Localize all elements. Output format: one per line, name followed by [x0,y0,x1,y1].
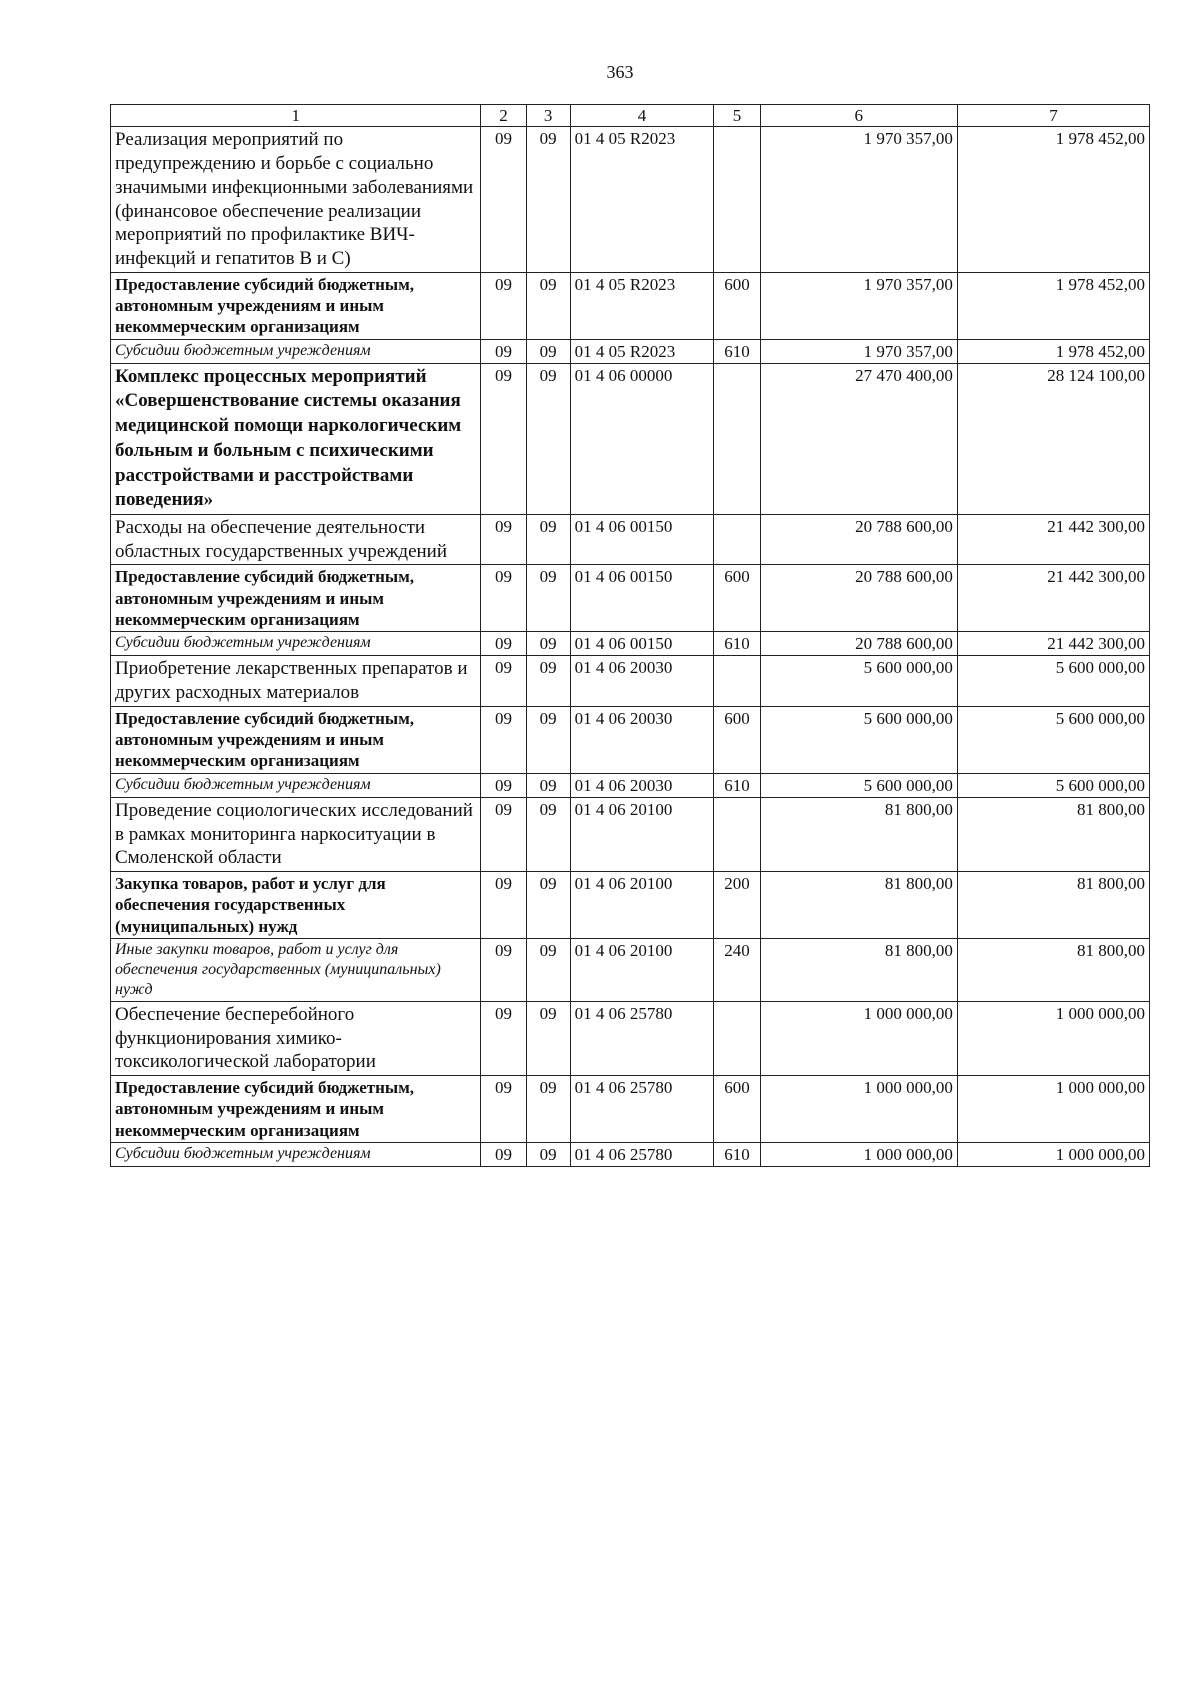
row-amount-year-1: 81 800,00 [760,938,957,1001]
row-amount-year-2: 1 000 000,00 [957,1001,1149,1075]
row-amount-year-1: 20 788 600,00 [760,632,957,656]
row-amount-year-1: 1 970 357,00 [760,272,957,339]
row-amount-year-2: 5 600 000,00 [957,773,1149,797]
row-amount-year-2: 5 600 000,00 [957,656,1149,707]
row-amount-year-1: 5 600 000,00 [760,773,957,797]
row-name: Субсидии бюджетным учреждениям [111,339,481,363]
row-subsection: 09 [526,1142,570,1166]
row-expense-type: 600 [714,272,760,339]
row-expense-type [714,514,760,565]
table-row [111,797,1150,871]
row-section: 09 [481,1001,526,1075]
page-number: 363 [606,62,634,82]
row-section: 09 [481,339,526,363]
row-section: 09 [481,872,526,939]
row-subsection: 09 [526,632,570,656]
header-col-1: 1 [111,105,481,127]
row-target-code: 01 4 06 00000 [570,363,714,514]
table-row [111,363,1150,514]
row-target-code: 01 4 06 25780 [570,1076,714,1143]
row-target-code: 01 4 06 20100 [570,872,714,939]
row-amount-year-1: 1 000 000,00 [760,1001,957,1075]
row-amount-year-2: 81 800,00 [957,797,1149,871]
row-name: Иные закупки товаров, работ и услуг для обеспечения государственных (муниципальных) нужд [111,938,481,1001]
row-expense-type: 610 [714,1142,760,1166]
budget-table [110,104,1150,1167]
row-section: 09 [481,272,526,339]
row-subsection: 09 [526,872,570,939]
row-name: Предоставление субсидий бюджетным, автономным учреждениям и иным некоммерческим организациям [111,1076,481,1143]
row-amount-year-2: 1 978 452,00 [957,272,1149,339]
row-section: 09 [481,656,526,707]
table-row [111,632,1150,656]
row-amount-year-1: 20 788 600,00 [760,514,957,565]
table-row [111,1142,1150,1166]
row-amount-year-2: 21 442 300,00 [957,632,1149,656]
row-name: Субсидии бюджетным учреждениям [111,1142,481,1166]
row-subsection: 09 [526,773,570,797]
row-target-code: 01 4 05 R2023 [570,127,714,273]
row-amount-year-2: 21 442 300,00 [957,565,1149,632]
row-section: 09 [481,632,526,656]
row-section: 09 [481,1076,526,1143]
row-target-code: 01 4 06 00150 [570,632,714,656]
row-section: 09 [481,773,526,797]
row-target-code: 01 4 06 20100 [570,938,714,1001]
row-target-code: 01 4 06 20100 [570,797,714,871]
table-header [111,105,1150,127]
row-amount-year-2: 28 124 100,00 [957,363,1149,514]
row-amount-year-1: 1 000 000,00 [760,1076,957,1143]
table-row [111,656,1150,707]
row-target-code: 01 4 06 00150 [570,514,714,565]
row-target-code: 01 4 06 25780 [570,1142,714,1166]
row-subsection: 09 [526,339,570,363]
row-expense-type: 240 [714,938,760,1001]
row-amount-year-2: 1 000 000,00 [957,1076,1149,1143]
table-row [111,938,1150,1001]
row-expense-type [714,1001,760,1075]
table-row [111,339,1150,363]
row-amount-year-2: 81 800,00 [957,872,1149,939]
row-expense-type: 610 [714,773,760,797]
row-section: 09 [481,797,526,871]
table-row [111,1076,1150,1143]
row-subsection: 09 [526,565,570,632]
row-subsection: 09 [526,272,570,339]
row-name: Реализация мероприятий по предупреждению и борьбе с социально значимыми инфекционными заболеваниями (финансовое обеспечение реализации мероприятий по профилактике ВИЧ-инфекций и гепатитов В и С) [111,127,481,273]
row-name: Субсидии бюджетным учреждениям [111,632,481,656]
row-name: Закупка товаров, работ и услуг для обеспечения государственных (муниципальных) нужд [111,872,481,939]
row-target-code: 01 4 06 20030 [570,773,714,797]
row-amount-year-1: 81 800,00 [760,872,957,939]
row-amount-year-2: 1 000 000,00 [957,1142,1149,1166]
row-section: 09 [481,127,526,273]
table-body [111,127,1150,1167]
row-expense-type: 610 [714,339,760,363]
header-col-4: 4 [570,105,714,127]
table-row [111,127,1150,273]
row-amount-year-2: 5 600 000,00 [957,706,1149,773]
row-subsection: 09 [526,363,570,514]
row-expense-type: 610 [714,632,760,656]
row-expense-type [714,127,760,273]
row-target-code: 01 4 05 R2023 [570,272,714,339]
table-row [111,1001,1150,1075]
row-expense-type: 600 [714,1076,760,1143]
row-expense-type: 200 [714,872,760,939]
row-name: Расходы на обеспечение деятельности областных государственных учреждений [111,514,481,565]
row-expense-type [714,797,760,871]
row-amount-year-2: 1 978 452,00 [957,339,1149,363]
row-subsection: 09 [526,514,570,565]
row-name: Субсидии бюджетным учреждениям [111,773,481,797]
row-amount-year-1: 20 788 600,00 [760,565,957,632]
header-col-6: 6 [760,105,957,127]
table-row [111,272,1150,339]
row-name: Проведение социологических исследований в рамках мониторинга наркоситуации в Смоленской области [111,797,481,871]
row-expense-type [714,363,760,514]
header-col-7: 7 [957,105,1149,127]
table-row [111,872,1150,939]
row-section: 09 [481,514,526,565]
row-amount-year-1: 1 000 000,00 [760,1142,957,1166]
table-row [111,706,1150,773]
row-expense-type [714,656,760,707]
header-col-5: 5 [714,105,760,127]
row-subsection: 09 [526,127,570,273]
row-subsection: 09 [526,656,570,707]
row-amount-year-1: 27 470 400,00 [760,363,957,514]
row-name: Обеспечение бесперебойного функционирования химико-токсикологической лаборатории [111,1001,481,1075]
row-amount-year-2: 81 800,00 [957,938,1149,1001]
row-target-code: 01 4 06 25780 [570,1001,714,1075]
header-row [111,105,1150,127]
row-amount-year-1: 5 600 000,00 [760,656,957,707]
row-name: Предоставление субсидий бюджетным, автономным учреждениям и иным некоммерческим организациям [111,565,481,632]
row-amount-year-1: 1 970 357,00 [760,339,957,363]
row-target-code: 01 4 06 20030 [570,656,714,707]
row-target-code: 01 4 06 00150 [570,565,714,632]
row-amount-year-2: 1 978 452,00 [957,127,1149,273]
row-amount-year-2: 21 442 300,00 [957,514,1149,565]
table-row [111,565,1150,632]
row-expense-type: 600 [714,565,760,632]
row-target-code: 01 4 06 20030 [570,706,714,773]
row-subsection: 09 [526,1076,570,1143]
row-target-code: 01 4 05 R2023 [570,339,714,363]
row-expense-type: 600 [714,706,760,773]
row-subsection: 09 [526,706,570,773]
row-name: Предоставление субсидий бюджетным, автономным учреждениям и иным некоммерческим организациям [111,272,481,339]
header-col-3: 3 [526,105,570,127]
row-subsection: 09 [526,797,570,871]
row-section: 09 [481,363,526,514]
row-name: Комплекс процессных мероприятий «Совершенствование системы оказания медицинской помощи наркологическим больным и больным с психическими расстройствами и расстройствами поведения» [111,363,481,514]
row-name: Приобретение лекарственных препаратов и других расходных материалов [111,656,481,707]
row-amount-year-1: 1 970 357,00 [760,127,957,273]
row-section: 09 [481,938,526,1001]
row-subsection: 09 [526,1001,570,1075]
row-section: 09 [481,565,526,632]
table-row [111,773,1150,797]
table-row [111,514,1150,565]
row-subsection: 09 [526,938,570,1001]
row-section: 09 [481,706,526,773]
header-col-2: 2 [481,105,526,127]
row-name: Предоставление субсидий бюджетным, автономным учреждениям и иным некоммерческим организациям [111,706,481,773]
row-section: 09 [481,1142,526,1166]
row-amount-year-1: 5 600 000,00 [760,706,957,773]
row-amount-year-1: 81 800,00 [760,797,957,871]
